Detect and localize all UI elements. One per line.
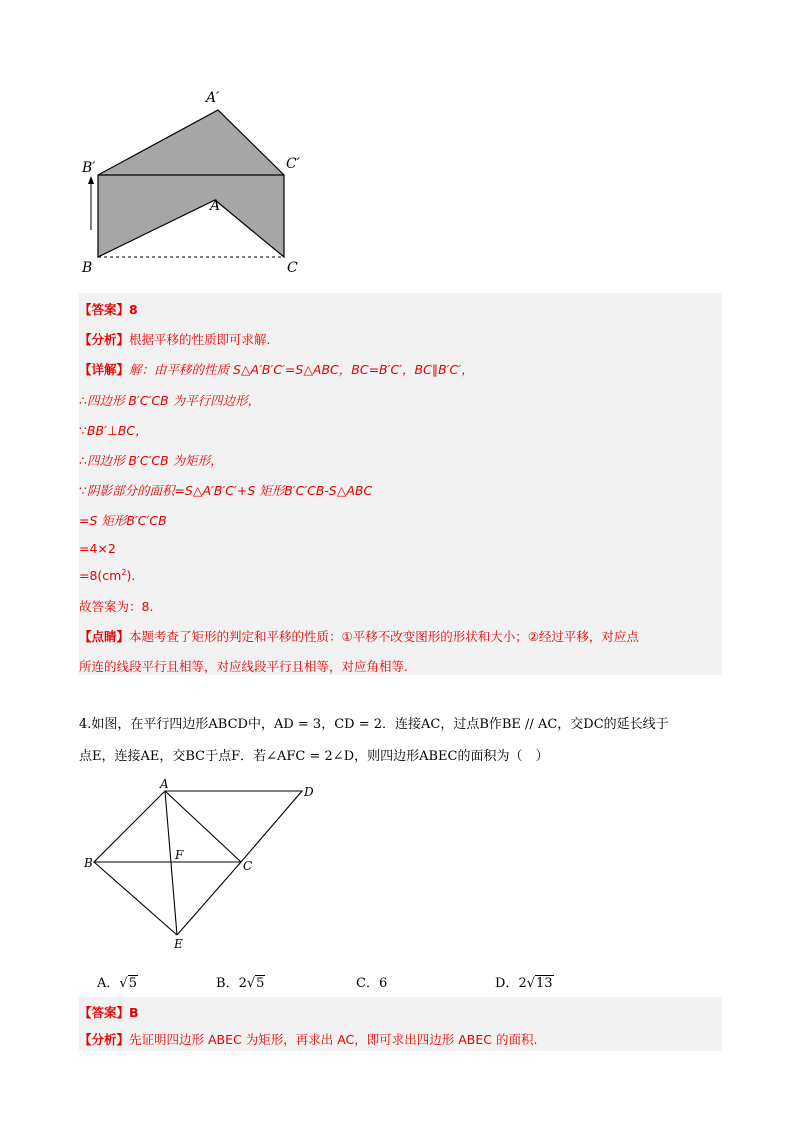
- label-a: A: [160, 778, 169, 791]
- answer-tag: 【答案】: [79, 302, 130, 317]
- option-a[interactable]: A．√5: [97, 976, 137, 991]
- step-8: [79, 568, 135, 583]
- option-b-letter: B．: [216, 976, 239, 991]
- step-4: ∴四边形 B′C′CB 为矩形，: [79, 453, 223, 468]
- label-f: F: [175, 848, 184, 862]
- option-c-letter: C．: [356, 976, 379, 991]
- analysis-line: [79, 330, 271, 348]
- step-8-prefix: =8(cm: [79, 568, 122, 584]
- label-a: A: [210, 198, 221, 214]
- option-d-coef: 2: [518, 976, 527, 991]
- option-b[interactable]: B．2√5: [216, 976, 265, 991]
- step-9: 故答案为：8.: [79, 599, 154, 614]
- option-b-radicand: 5: [256, 976, 265, 991]
- label-a-prime: A′: [206, 90, 220, 106]
- answer-4-tag: 【答案】: [79, 1005, 130, 1020]
- shaded-region: [98, 110, 284, 257]
- option-c[interactable]: [356, 972, 387, 991]
- detail-line: [79, 360, 474, 378]
- parallelogram-figure: [80, 778, 330, 958]
- step-6: =S 矩形B′C′CB: [79, 513, 167, 528]
- comment-tag: 【点睛】: [79, 629, 130, 644]
- label-b: B: [84, 856, 93, 870]
- label-c: C: [287, 260, 298, 276]
- analysis-text: 根据平移的性质即可求解.: [129, 332, 271, 347]
- comment-text: 本题考查了矩形的判定和平移的性质：①平移不改变图形的形状和大小；②经过平移，对应点: [129, 629, 639, 644]
- option-d-radicand: 13: [536, 976, 553, 991]
- line-be: [94, 862, 177, 935]
- step-8-sup: 2: [121, 568, 127, 577]
- line-ae: [165, 791, 177, 935]
- option-a-letter: A．: [97, 976, 120, 991]
- answer-value: 8: [129, 302, 138, 317]
- arrow-head: [88, 176, 94, 184]
- step-2: ∴四边形 B′C′CB 为平行四边形，: [79, 393, 261, 408]
- question-4-line-2: 点E，连接AE，交BC于点F．若∠AFC = 2∠D，则四边形ABEC的面积为（ ）: [79, 749, 549, 764]
- translation-figure: [72, 82, 322, 282]
- step-5: ∵阴影部分的面积=S△A′B′C′+S 矩形B′C′CB-S△ABC: [79, 483, 373, 498]
- question-4-line-1: 4.如图，在平行四边形ABCD中，AD = 3，CD = 2．连接AC，过点B作BE // AC，交DC的延长线于: [79, 717, 669, 732]
- option-c-value: 6: [378, 976, 388, 991]
- analysis-tag: 【分析】: [79, 332, 130, 347]
- option-a-radicand: 5: [128, 976, 137, 991]
- step-3: ∵BB′⊥BC，: [79, 423, 148, 438]
- label-e: E: [174, 937, 183, 951]
- analysis-4-text: 先证明四边形 ABEC 为矩形，再求出 AC，即可求出四边形 ABEC 的面积.: [129, 1032, 538, 1047]
- analysis-4-tag: 【分析】: [79, 1032, 130, 1047]
- comment-line-2: 所连的线段平行且相等，对应线段平行且相等，对应角相等.: [79, 659, 408, 674]
- label-b-prime: B′: [82, 160, 96, 176]
- line-ce: [177, 862, 241, 935]
- detail-tag: 【详解】: [79, 362, 130, 377]
- answer-4-line: [79, 1003, 139, 1021]
- label-c: C: [243, 859, 253, 873]
- detail-text: 解：由平移的性质 S△A′B′C′=S△ABC，BC=B′C′，BC∥B′C′，: [129, 362, 474, 377]
- step-8-suffix: ).: [126, 568, 136, 584]
- label-d: D: [304, 785, 314, 799]
- comment-line: [79, 627, 639, 645]
- answer-line: [79, 300, 138, 318]
- option-d-letter: D．: [495, 976, 519, 991]
- option-d[interactable]: D．2√13: [495, 976, 553, 991]
- step-7: =4×2: [79, 541, 116, 556]
- label-b: B: [82, 260, 93, 276]
- label-c-prime: C′: [286, 156, 300, 172]
- analysis-4-line: [79, 1030, 537, 1048]
- option-b-coef: 2: [238, 976, 247, 991]
- answer-4-value: B: [129, 1005, 139, 1020]
- parallelogram-abcd: [94, 791, 302, 862]
